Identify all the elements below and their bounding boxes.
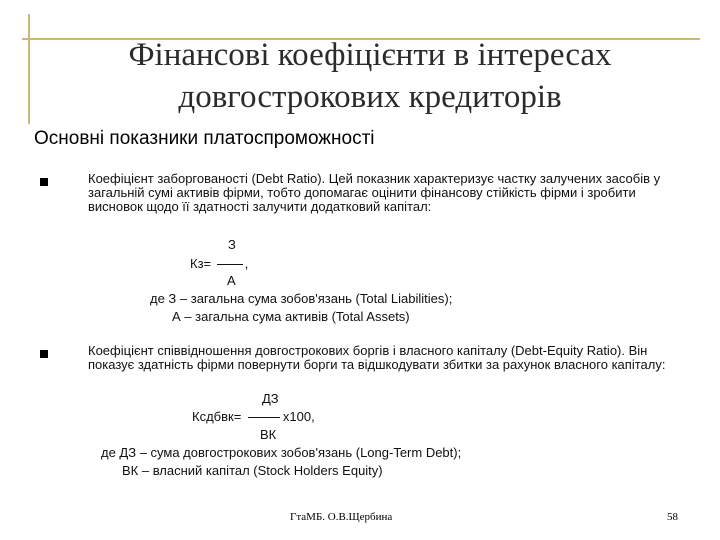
title-line-2: довгострокових кредиторів: [178, 79, 562, 115]
footer-author: ГтаМБ. О.В.Щербина: [290, 511, 393, 523]
page-number: 58: [667, 511, 678, 523]
decorative-vertical-line: [28, 14, 30, 124]
definition-2-b: ВК – власний капітал (Stock Holders Equity): [122, 463, 383, 478]
formula-1-lhs: Кз=: [190, 256, 212, 271]
formula-2-denominator: ВК: [260, 427, 277, 442]
formula-2-rhs: х100,: [282, 409, 315, 424]
title-line-1: Фінансові коефіцієнти в інтересах: [128, 37, 612, 73]
bullet-marker-1: [40, 178, 48, 186]
formula-1-expression: [190, 256, 248, 271]
formula-2-expression: [192, 409, 315, 424]
formula-1-rhs: ,: [244, 256, 249, 271]
definition-1-b: А – загальна сума активів (Total Assets): [172, 309, 410, 324]
formula-2-lhs: Ксдбвк=: [192, 409, 242, 424]
definition-2-a: де ДЗ – сума довгострокових зобов'язань (Long-Term Debt);: [101, 445, 462, 460]
formula-1-numerator: З: [228, 237, 236, 252]
formula-1-fraction-bar: [217, 264, 243, 265]
formula-1-denominator: А: [227, 273, 236, 288]
bullet-text-2: Коефіцієнт співвідношення довгострокових боргів і власного капіталу (Debt-Equity Ratio). Він показує здатність фірми повернути борги та відшкодувати збитки за рахунок власного капіталу:: [88, 343, 666, 372]
definition-1-a: де З – загальна сума зобов'язань (Total Liabilities);: [150, 291, 453, 306]
formula-2-fraction-bar: [248, 417, 280, 418]
slide-title: [60, 34, 680, 118]
slide-subtitle: Основні показники платоспроможності: [34, 128, 375, 149]
bullet-text-1: Коефіцієнт заборгованості (Debt Ratio). Цей показник характеризує частку залучених засобів у загальній сумі активів фірми, тобто допомагає оцінити фінансову стійкість фірми і зробити висновок щодо її здатності залучити додатковий капітал:: [88, 171, 661, 214]
bullet-marker-2: [40, 350, 48, 358]
formula-2-numerator: ДЗ: [262, 391, 279, 406]
